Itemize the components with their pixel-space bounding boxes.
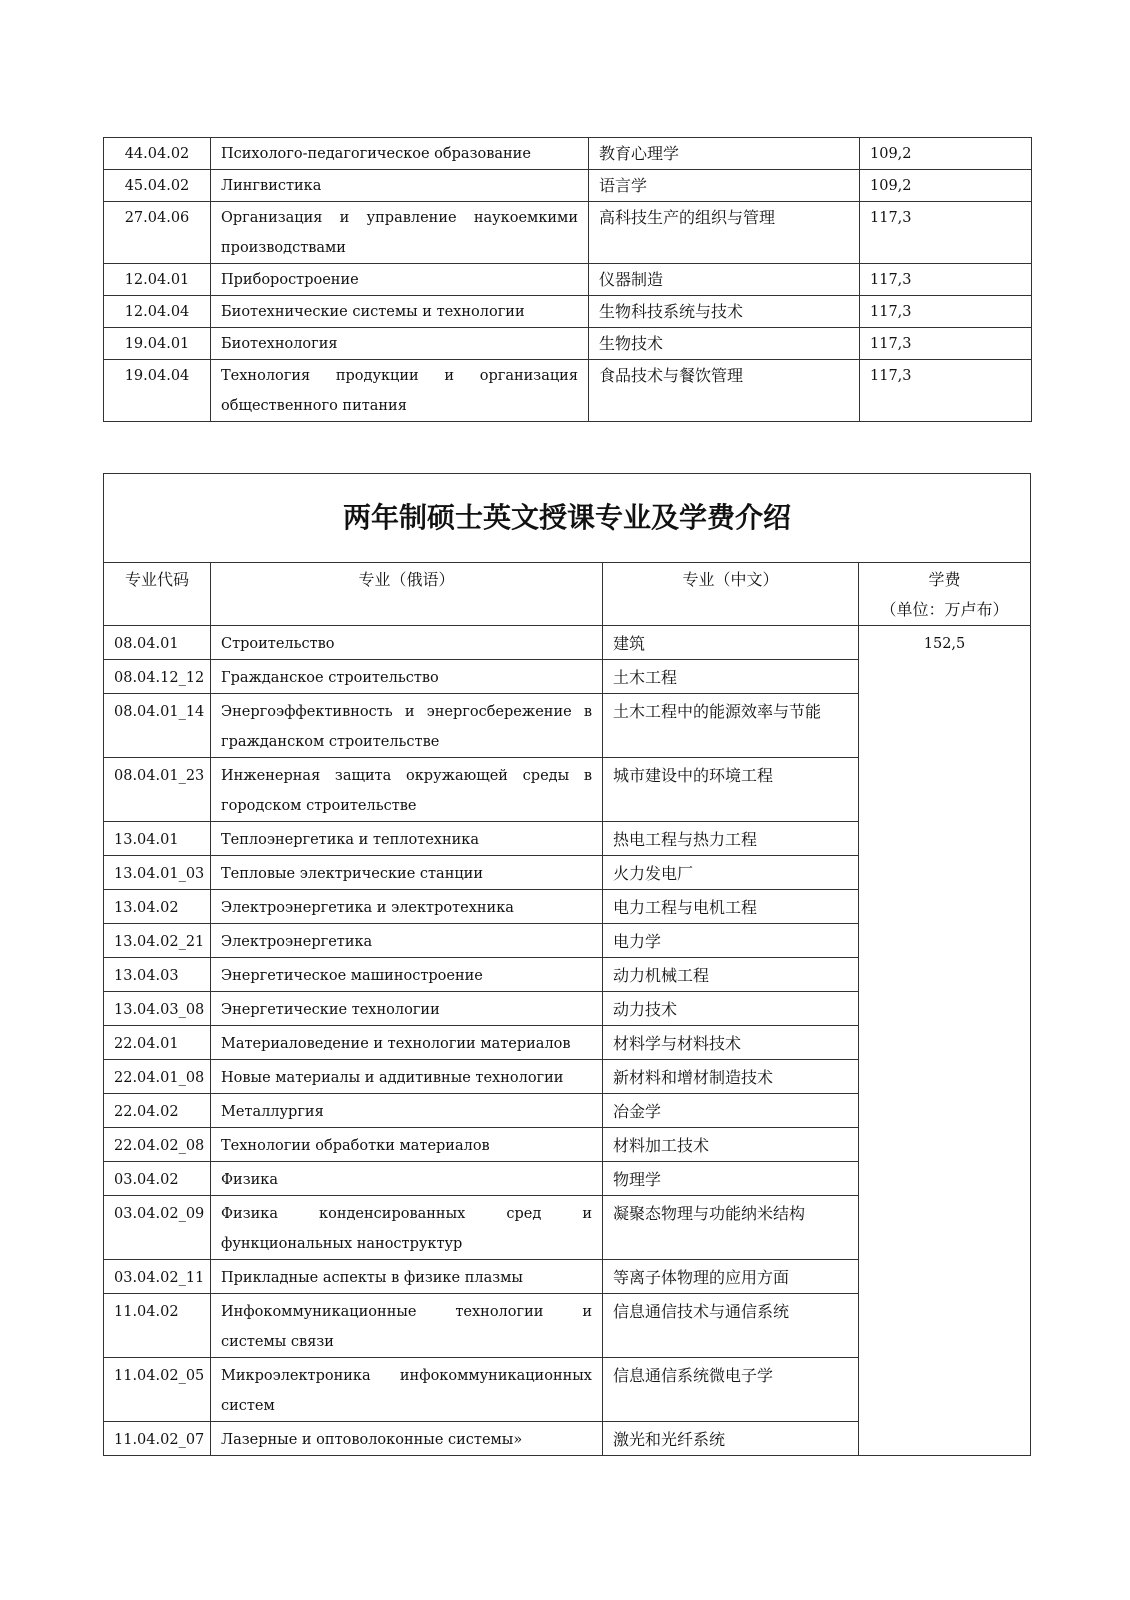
program-name-zh: 凝聚态物理与功能纳米结构 xyxy=(603,1196,859,1260)
program-name-ru: Инфокоммуникационные технологии и системы связи xyxy=(211,1294,603,1358)
tuition-fee: 117,3 xyxy=(860,202,1032,264)
program-name-zh: 激光和光纤系统 xyxy=(603,1422,859,1456)
tuition-fee: 117,3 xyxy=(860,264,1032,296)
program-code: 08.04.01 xyxy=(104,626,211,660)
program-name-zh: 火力发电厂 xyxy=(603,856,859,890)
tuition-fee: 117,3 xyxy=(860,296,1032,328)
program-name-ru: Энергетические технологии xyxy=(211,992,603,1026)
program-code: 03.04.02_09 xyxy=(104,1196,211,1260)
program-name-zh: 信息通信技术与通信系统 xyxy=(603,1294,859,1358)
tuition-fee: 117,3 xyxy=(860,328,1032,360)
program-code: 12.04.04 xyxy=(104,296,211,328)
program-code: 03.04.02 xyxy=(104,1162,211,1196)
program-name-zh: 生物科技系统与技术 xyxy=(589,296,860,328)
program-name-ru: Энергоэффективность и энергосбережение в гражданском строительстве xyxy=(211,694,603,758)
table-header-row xyxy=(104,563,1031,626)
program-code: 13.04.02_21 xyxy=(104,924,211,958)
program-name-ru: Технология продукции и организация общественного питания xyxy=(211,360,589,422)
program-code: 44.04.02 xyxy=(104,138,211,170)
program-name-zh: 仪器制造 xyxy=(589,264,860,296)
program-name-zh: 建筑 xyxy=(603,626,859,660)
table-row xyxy=(104,626,1031,660)
program-name-zh: 冶金学 xyxy=(603,1094,859,1128)
program-name-ru: Приборостроение xyxy=(211,264,589,296)
program-name-ru: Физика xyxy=(211,1162,603,1196)
program-name-ru: Прикладные аспекты в физике плазмы xyxy=(211,1260,603,1294)
program-code: 19.04.01 xyxy=(104,328,211,360)
program-code: 08.04.01_23 xyxy=(104,758,211,822)
program-code: 13.04.01_03 xyxy=(104,856,211,890)
english-masters-fees-table xyxy=(103,473,1031,1456)
tuition-fee: 109,2 xyxy=(860,170,1032,202)
program-name-zh: 语言学 xyxy=(589,170,860,202)
program-name-zh: 电力学 xyxy=(603,924,859,958)
program-code: 12.04.01 xyxy=(104,264,211,296)
program-name-zh: 教育心理学 xyxy=(589,138,860,170)
program-name-ru: Физика конденсированных сред и функциональных наноструктур xyxy=(211,1196,603,1260)
program-code: 13.04.03_08 xyxy=(104,992,211,1026)
program-name-zh: 材料学与材料技术 xyxy=(603,1026,859,1060)
program-name-zh: 城市建设中的环境工程 xyxy=(603,758,859,822)
program-name-zh: 土木工程 xyxy=(603,660,859,694)
program-name-zh: 信息通信系统微电子学 xyxy=(603,1358,859,1422)
program-name-zh: 新材料和增材制造技术 xyxy=(603,1060,859,1094)
program-name-zh: 动力技术 xyxy=(603,992,859,1026)
program-name-ru: Психолого-педагогическое образование xyxy=(211,138,589,170)
program-code: 03.04.02_11 xyxy=(104,1260,211,1294)
program-name-ru: Лазерные и оптоволоконные системы» xyxy=(211,1422,603,1456)
table-row xyxy=(104,202,1032,264)
program-name-ru: Новые материалы и аддитивные технологии xyxy=(211,1060,603,1094)
program-name-zh: 生物技术 xyxy=(589,328,860,360)
program-name-ru: Биотехнология xyxy=(211,328,589,360)
program-name-ru: Энергетическое машиностроение xyxy=(211,958,603,992)
program-code: 45.04.02 xyxy=(104,170,211,202)
header-program-zh: 专业（中文） xyxy=(603,563,859,626)
program-code: 11.04.02_05 xyxy=(104,1358,211,1422)
program-code: 27.04.06 xyxy=(104,202,211,264)
program-name-ru: Инженерная защита окружающей среды в городском строительстве xyxy=(211,758,603,822)
program-code: 22.04.02_08 xyxy=(104,1128,211,1162)
program-name-ru: Металлургия xyxy=(211,1094,603,1128)
program-name-zh: 材料加工技术 xyxy=(603,1128,859,1162)
program-name-zh: 物理学 xyxy=(603,1162,859,1196)
header-tuition-fee-unit: （单位：万卢布） xyxy=(880,600,1009,619)
program-code: 22.04.01 xyxy=(104,1026,211,1060)
program-name-ru: Гражданское строительство xyxy=(211,660,603,694)
program-name-zh: 动力机械工程 xyxy=(603,958,859,992)
program-code: 19.04.04 xyxy=(104,360,211,422)
program-name-ru: Теплоэнергетика и теплотехника xyxy=(211,822,603,856)
program-name-ru: Материаловедение и технологии материалов xyxy=(211,1026,603,1060)
program-code: 13.04.02 xyxy=(104,890,211,924)
program-name-ru: Электроэнергетика xyxy=(211,924,603,958)
program-name-zh: 食品技术与餐饮管理 xyxy=(589,360,860,422)
program-name-zh: 电力工程与电机工程 xyxy=(603,890,859,924)
table-title: 两年制硕士英文授课专业及学费介绍 xyxy=(104,474,1031,563)
program-name-zh: 等离子体物理的应用方面 xyxy=(603,1260,859,1294)
header-program-code: 专业代码 xyxy=(104,563,211,626)
table-row xyxy=(104,296,1032,328)
program-name-ru: Электроэнергетика и электротехника xyxy=(211,890,603,924)
program-code: 22.04.02 xyxy=(104,1094,211,1128)
program-name-ru: Биотехнические системы и технологии xyxy=(211,296,589,328)
program-name-ru: Микроэлектроника инфокоммуникационных систем xyxy=(211,1358,603,1422)
program-code: 13.04.01 xyxy=(104,822,211,856)
fees-table-continued xyxy=(103,137,1032,422)
header-tuition-fee xyxy=(859,563,1031,626)
program-code: 08.04.12_12 xyxy=(104,660,211,694)
program-name-ru: Строительство xyxy=(211,626,603,660)
table-row xyxy=(104,170,1032,202)
program-code: 08.04.01_14 xyxy=(104,694,211,758)
program-code: 11.04.02_07 xyxy=(104,1422,211,1456)
program-name-ru: Тепловые электрические станции xyxy=(211,856,603,890)
table-row xyxy=(104,360,1032,422)
header-tuition-fee-label: 学费 xyxy=(928,570,961,589)
program-name-zh: 热电工程与热力工程 xyxy=(603,822,859,856)
program-name-ru: Организация и управление наукоемкими производствами xyxy=(211,202,589,264)
table-row xyxy=(104,138,1032,170)
tuition-fee: 109,2 xyxy=(860,138,1032,170)
program-code: 22.04.01_08 xyxy=(104,1060,211,1094)
tuition-fee: 152,5 xyxy=(859,626,1031,1456)
table-title-row xyxy=(104,474,1031,563)
program-code: 11.04.02 xyxy=(104,1294,211,1358)
program-name-ru: Технологии обработки материалов xyxy=(211,1128,603,1162)
program-name-ru: Лингвистика xyxy=(211,170,589,202)
table-row xyxy=(104,328,1032,360)
header-program-ru: 专业（俄语） xyxy=(211,563,603,626)
program-name-zh: 高科技生产的组织与管理 xyxy=(589,202,860,264)
program-code: 13.04.03 xyxy=(104,958,211,992)
tuition-fee: 117,3 xyxy=(860,360,1032,422)
program-name-zh: 土木工程中的能源效率与节能 xyxy=(603,694,859,758)
table-row xyxy=(104,264,1032,296)
